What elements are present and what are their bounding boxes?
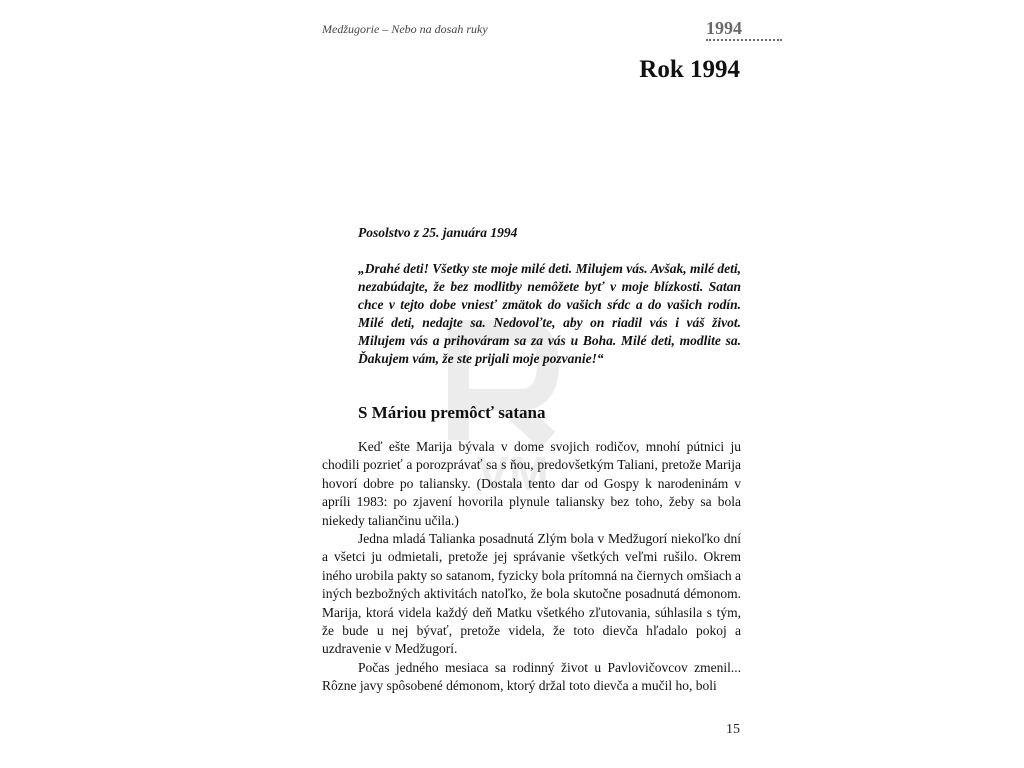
running-header-title: Medžugorie – Nebo na dosah ruky — [322, 22, 488, 36]
body-paragraph: Počas jedného mesiaca sa rodinný život u Pavlovičovcov zmenil... Rôzne javy spôsobené démonom, ktorý držal toto dievča a mučil ho, boli — [322, 659, 741, 694]
page-number: 15 — [726, 722, 740, 737]
section-body — [322, 438, 741, 696]
section-heading: S Máriou premôcť satana — [358, 403, 546, 422]
chapter-title: Rok 1994 — [639, 56, 740, 83]
watermark-text: VM — [477, 448, 549, 500]
body-paragraph: Jedna mladá Talianka posadnutá Zlým bola v Medžugorí niekoľko dní a všetci ju odmietali, pretože jej správanie všetkých veľmi rušilo. Okrem iného urobila pakty so satanom, fyzicky bola prítomná na čiernych omšiach a iných bezbožných aktivitách natoľko, že bola skutočne posadnutá démonom. Marija, ktorá videla každý deň Matku všetkého zľutovania, súhlasila s tým, že bude u nej bývať, pretože videla, že toto dievča hľadalo pokoj a uzdravenie v Medžugorí. — [322, 531, 741, 657]
message-text: „Drahé deti! Všetky ste moje milé deti. Milujem vás. Avšak, milé deti, nezabúdajte, že bez modlitby nemôžete byť v moje blízkosti. Satan chce v tejto dobe vniesť zmätok do vašich sŕdc a do vašich rodín. Milé deti, nedajte sa. Nedovoľte, aby on riadil vás i váš život. Milujem vás a prihováram sa za vás u Boha. Milé deti, modlite sa. Ďakujem vám, že ste prijali moje pozvanie!“ — [358, 261, 741, 366]
body-paragraph: Keď ešte Marija bývala v dome svojich rodičov, mnohí pútnici ju chodili pozrieť a porozprávať sa s ňou, predovšetkým Taliani, pretože Marija hovorí dobre po taliansky. (Dostala tento dar od Gospy k narodeninám v apríli 1983: po zjavení hovorila plynule taliansky bez toho, žeby sa bola niekedy taliančinu učila.) — [322, 439, 741, 528]
message-date-heading: Posolstvo z 25. januára 1994 — [358, 225, 518, 240]
header-year-marker: 1994 — [706, 18, 782, 41]
